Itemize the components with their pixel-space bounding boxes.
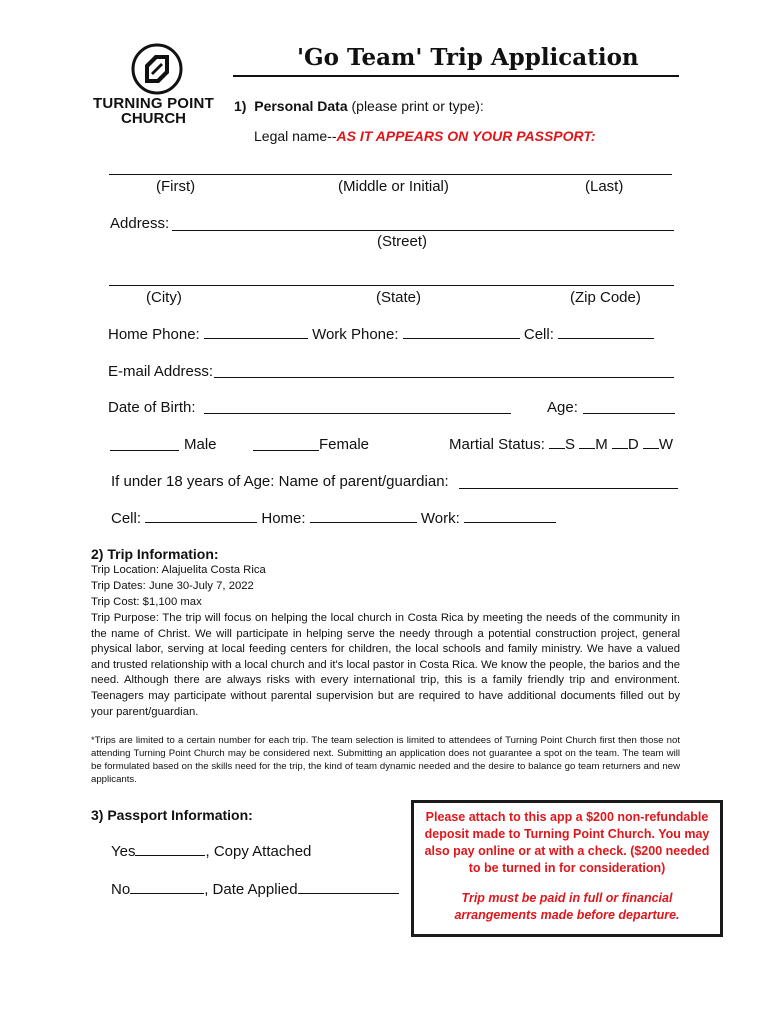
- male-field[interactable]: [110, 450, 179, 451]
- marital-m-field[interactable]: [579, 436, 595, 449]
- guardian-home-label: Home:: [261, 510, 306, 527]
- passport-yes-row: [111, 843, 311, 860]
- cell-field[interactable]: [558, 326, 654, 339]
- trip-location: Trip Location: Alajuelita Costa Rica: [91, 564, 266, 576]
- marital-option-w: W: [658, 436, 674, 453]
- page-title: 'Go Team' Trip Application: [297, 44, 639, 71]
- section1-title: Personal Data: [254, 98, 348, 114]
- logo-name-line1: TURNING POINT: [93, 95, 214, 112]
- guardian-phone-row: [111, 510, 556, 527]
- guardian-label: If under 18 years of Age: Name of parent/guardian:: [111, 473, 449, 490]
- guardian-work-field[interactable]: [464, 510, 556, 523]
- zip-label: (Zip Code): [570, 289, 641, 306]
- section3-heading: 3) Passport Information:: [91, 807, 253, 823]
- guardian-home-field[interactable]: [310, 510, 417, 523]
- state-label: (State): [376, 289, 422, 306]
- title-rule: [233, 75, 679, 77]
- marital-s-field[interactable]: [549, 436, 565, 449]
- dob-label: Date of Birth:: [108, 399, 196, 416]
- passport-copy-label: , Copy Attached: [205, 843, 312, 860]
- legal-name-instruction: [254, 128, 596, 144]
- guardian-cell-field[interactable]: [145, 510, 257, 523]
- city-label: (City): [146, 289, 182, 306]
- section1-note: (please print or type):: [351, 98, 484, 114]
- marital-option-s: S: [565, 436, 576, 453]
- passport-yes-field[interactable]: [135, 843, 205, 856]
- email-field[interactable]: [214, 377, 674, 378]
- female-label: Female: [319, 436, 370, 453]
- guardian-name-field[interactable]: [459, 488, 678, 489]
- city-state-zip-field[interactable]: [109, 285, 674, 286]
- section2-heading: 2) Trip Information:: [91, 546, 219, 562]
- home-phone-field[interactable]: [204, 326, 308, 339]
- passport-date-field[interactable]: [298, 881, 399, 894]
- marital-status-row: [449, 436, 673, 453]
- deposit-notice-box: [411, 800, 723, 937]
- phone-row: [108, 326, 654, 343]
- turning-point-logo-icon: [131, 43, 183, 95]
- first-name-label: (First): [156, 178, 196, 195]
- deposit-notice-text: Please attach to this app a $200 non-refundable deposit made to Turning Point Church. You may also pay online or at with a check. ($200 needed to be turned in for consideration): [424, 810, 710, 875]
- payment-notice-text: Trip must be paid in full or financial arrangements made before departure.: [454, 891, 680, 922]
- middle-name-label: (Middle or Initial): [338, 178, 449, 195]
- street-field[interactable]: [172, 230, 674, 231]
- marital-option-m: M: [595, 436, 608, 453]
- email-label: E-mail Address:: [108, 363, 214, 380]
- last-name-label: (Last): [585, 178, 624, 195]
- guardian-work-label: Work:: [420, 510, 460, 527]
- address-label: Address:: [110, 215, 170, 232]
- passport-no-field[interactable]: [130, 881, 204, 894]
- age-label: Age:: [547, 399, 578, 416]
- legal-name-prefix: Legal name--: [254, 128, 337, 144]
- logo-name-line2: CHURCH: [121, 110, 186, 127]
- passport-yes-label: Yes: [111, 843, 136, 860]
- male-label: Male: [184, 436, 217, 453]
- dob-field[interactable]: [204, 413, 511, 414]
- female-field[interactable]: [253, 450, 319, 451]
- work-phone-field[interactable]: [403, 326, 520, 339]
- trip-cost: Trip Cost: $1,100 max: [91, 596, 202, 608]
- section1-heading: [234, 98, 484, 114]
- legal-name-emphasis: AS IT APPEARS ON YOUR PASSPORT:: [336, 128, 596, 144]
- home-phone-label: Home Phone:: [108, 326, 200, 343]
- marital-w-field[interactable]: [643, 436, 659, 449]
- marital-status-label: Martial Status:: [449, 436, 545, 453]
- team-selection-note: *Trips are limited to a certain number for each trip. The team selection is limited to attendees of Turning Point Church first then those not attending Turning Point Church may be considered next. Submitting an application does not guarantee a spot on the team. The team will be formulated based on the skills need for the trip, the kind of team dynamic needed and the desire to balance go team returners and new applicants.: [91, 735, 680, 785]
- legal-name-field[interactable]: [109, 174, 672, 175]
- trip-dates: Trip Dates: June 30-July 7, 2022: [91, 580, 254, 592]
- marital-d-field[interactable]: [612, 436, 628, 449]
- street-label: (Street): [377, 233, 428, 250]
- passport-no-label: No: [111, 881, 131, 898]
- passport-date-label: , Date Applied: [204, 881, 298, 898]
- guardian-cell-label: Cell:: [111, 510, 142, 527]
- age-field[interactable]: [583, 413, 675, 414]
- cell-label: Cell:: [523, 326, 554, 343]
- marital-option-d: D: [627, 436, 639, 453]
- work-phone-label: Work Phone:: [312, 326, 399, 343]
- passport-no-row: [111, 881, 399, 898]
- section1-number: 1): [234, 98, 247, 114]
- trip-purpose: Trip Purpose: The trip will focus on helping the local church in Costa Rica by meeting the needs of the community in the name of Christ. We will participate in helping serve the needy through a potential construction project, general physical labor, serving at local feeding centers for children, the local schools and family ministry. We have a valued and trusted relationship with a local church and it's local pastor in Costa Rica. We know the people, the barios and the need. Although there are always risks with every international trip, this is a family friendly trip and environment. Teenagers may participate without parental supervision but are required to have additional documents filled out by your parent/guardian.: [91, 612, 680, 718]
